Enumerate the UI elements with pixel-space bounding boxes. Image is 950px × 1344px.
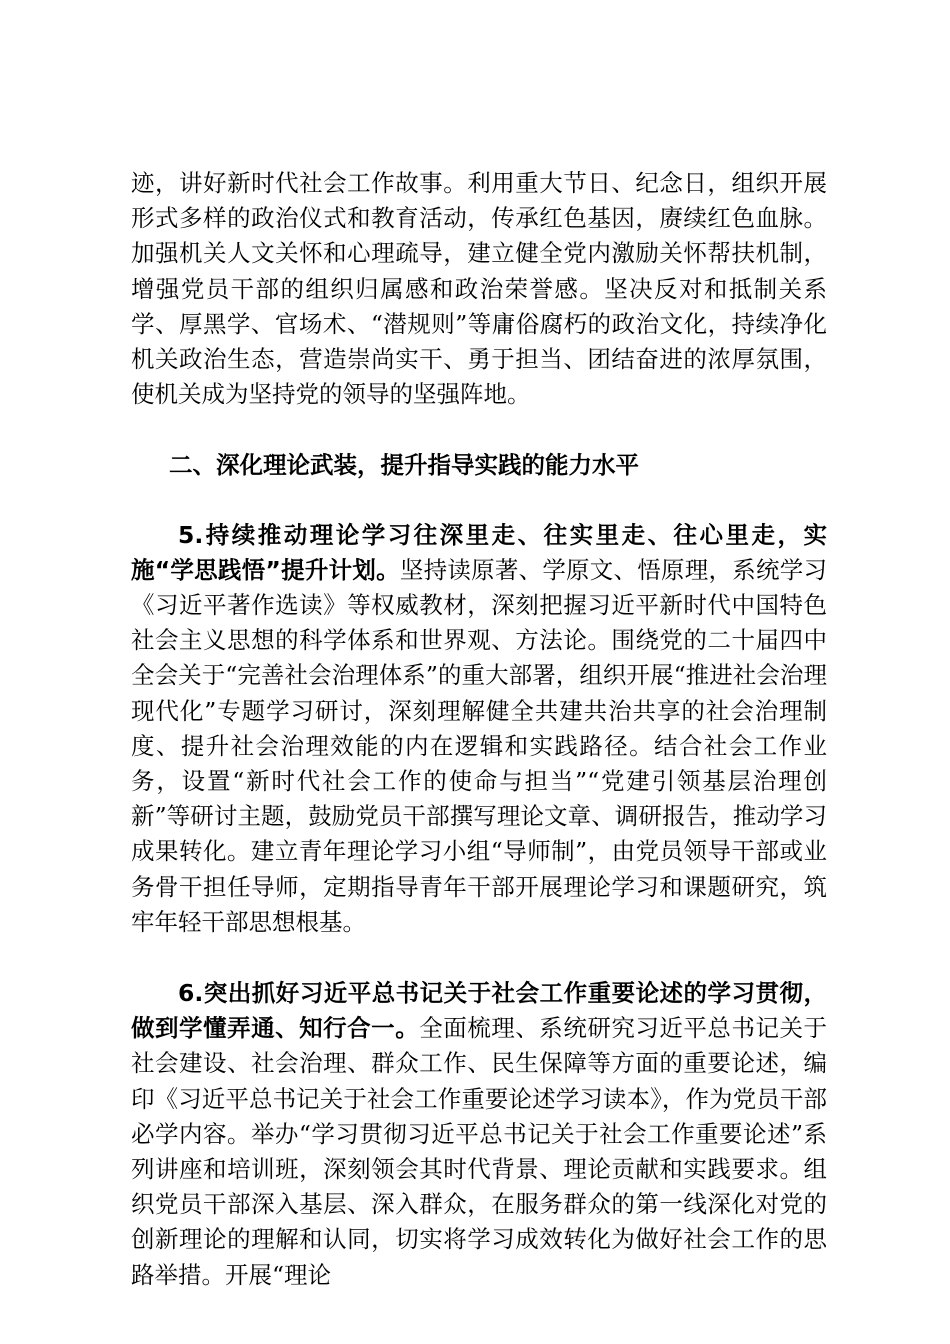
paragraph-continuation: 迹，讲好新时代社会工作故事。利用重大节日、纪念日，组织开展形式多样的政治仪式和教育活动，传承红色基因，赓续红色血脉。加强机关人文关怀和心理疏导，建立健全党内激励关怀帮扶机制，增强党员干部的组织归属感和政治荣誉感。坚决反对和抵制关系学、厚黑学、官场术、“潜规则”等庸俗腐朽的政治文化，持续净化机关政治生态，营造崇尚实干、勇于担当、团结奋进的浓厚氛围，使机关成为坚持党的领导的坚强阵地。 — [131, 169, 827, 409]
item-5-body: 坚持读原著、学原文、悟原理，系统学习《习近平著作选读》等权威教材，深刻把握习近平新时代中国特色社会主义思想的科学体系和世界观、方法论。围绕党的二十届四中全会关于“完善社会治理体系”的重大部署，组织开展“推进社会治理现代化”专题学习研讨，深刻理解健全共建共治共享的社会治理制度、提升社会治理效能的内在逻辑和实践路径。结合社会工作业务，设置“新时代社会工作的使命与担当”“党建引领基层治理创新”等研讨主题，鼓励党员干部撰写理论文章、调研报告，推动学习成果转化。建立青年理论学习小组“导师制”，由党员领导干部或业务骨干担任导师，定期指导青年干部开展理论学习和课题研究，筑牢年轻干部思想根基。 — [131, 555, 828, 936]
section-heading: 二、深化理论武装，提升指导实践的能力水平 — [169, 451, 639, 480]
document-body — [131, 166, 827, 1329]
item-6-paragraph — [131, 976, 827, 1293]
item-6-body: 全面梳理、系统研究习近平总书记关于社会建设、社会治理、群众工作、民生保障等方面的重要论述，编印《习近平总书记关于社会工作重要论述学习读本》，作为党员干部必学内容。举办“学习贯彻习近平总书记关于社会工作重要论述”系列讲座和培训班，深刻领会其时代背景、理论贡献和实践要求。组织党员干部深入基层、深入群众，在服务群众的第一线深化对党的创新理论的理解和认同，切实将学习成效转化为做好社会工作的思路举措。开展“理论 — [131, 1014, 828, 1289]
item-5-lead: 5.持续推动理论学习往深里走、往实里走、往心里走，实施“学思践悟”提升计划。 — [131, 520, 827, 584]
item-6-lead: 6.突出抓好习近平总书记关于社会工作重要论述的学习贯彻，做到学懂弄通、知行合一。 — [131, 979, 827, 1043]
item-5-paragraph — [131, 518, 827, 940]
